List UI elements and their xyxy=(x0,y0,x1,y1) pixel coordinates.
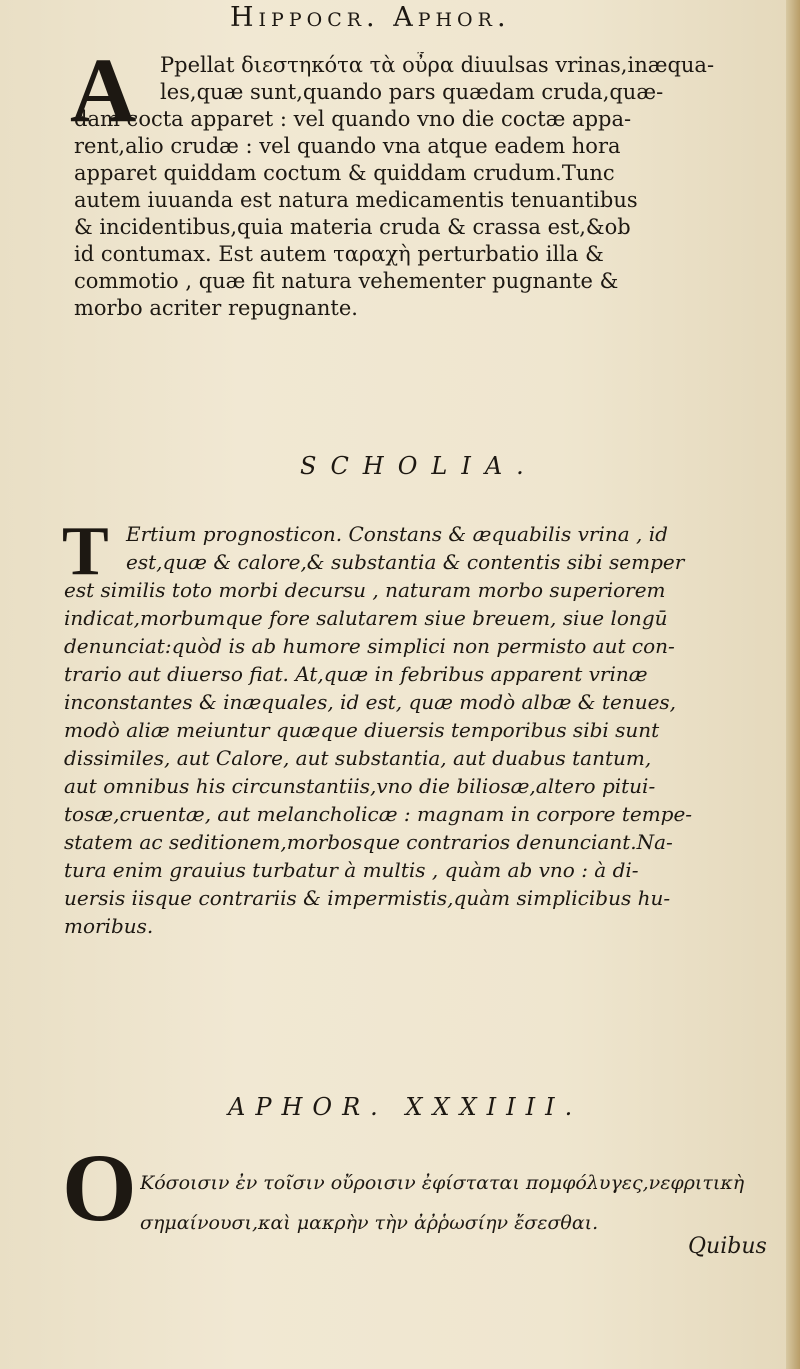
dropcap-o: O xyxy=(62,1134,137,1241)
text-line: statem ac seditionem,morbosque contrarios denunciant.Na- xyxy=(64,830,673,854)
text-line: rent,alio crudæ : vel quando vna atque eadem hora xyxy=(74,134,621,158)
text-line: Ertium prognosticon. Constans & æquabilis vrina , id xyxy=(126,522,668,546)
text-line: apparet quiddam coctum & quiddam crudum.Tunc xyxy=(74,161,615,185)
text-line: tosæ,cruentæ, aut melancholicæ : magnam in corpore tempe- xyxy=(64,802,693,826)
text-line: modò aliæ meiuntur quæque diuersis temporibus sibi sunt xyxy=(64,718,660,742)
text-line: commotio , quæ fit natura vehementer pugnante & xyxy=(74,269,619,293)
scholia-text xyxy=(62,513,764,940)
text-line: inconstantes & inæquales, id est, quæ modò albæ & tenues, xyxy=(64,690,677,714)
scholia-heading: SCHOLIA. xyxy=(300,452,538,480)
text-line: & incidentibus,quia materia cruda & crassa est,&ob xyxy=(74,215,631,239)
text-line: moribus. xyxy=(64,914,154,938)
aphorism-heading: APHOR. XXXIIII. xyxy=(228,1093,583,1121)
dropcap-a: A xyxy=(70,39,137,141)
text-line: aut omnibus his circunstantiis,vno die biliosæ,altero pitui- xyxy=(64,774,656,798)
text-line: Ppellat διεστηκότα τὰ οὖρα diuulsas vrinas,inæqua- xyxy=(160,53,715,77)
greek-aphorism-text xyxy=(140,1163,770,1243)
text-line: est similis toto morbi decursu , naturam morbo superiorem xyxy=(64,578,666,602)
dropcap-t: T xyxy=(62,513,109,590)
text-line: autem iuuanda est natura medicamentis tenuantibus xyxy=(74,188,638,212)
catchword: Quibus xyxy=(688,1234,767,1259)
text-line: est,quæ & calore,& substantia & contentis sibi semper xyxy=(126,550,685,574)
text-line: morbo acriter repugnante. xyxy=(74,296,358,320)
text-line: dam cocta apparet : vel quando vno die coctæ appa- xyxy=(74,107,632,131)
text-line: les,quæ sunt,quando pars quædam cruda,quæ- xyxy=(160,80,664,104)
text-line: uersis iisque contrariis & impermistis,quàm simplicibus hu- xyxy=(64,886,671,910)
text-line: trario aut diuerso fiat. At,quæ in febribus apparent vrinæ xyxy=(64,662,648,686)
text-line: indicat,morbumque fore salutarem siue breuem, siue longū xyxy=(64,606,668,630)
text-line: σημαίνουσι,καὶ μακρὴν τὴν ἀῤῥωσίην ἔσεσθαι. xyxy=(140,1212,599,1234)
text-line: denunciat:quòd is ab humore simplici non permisto aut con- xyxy=(64,634,675,658)
text-line: id contumax. Est autem ταραχὴ perturbatio illa & xyxy=(74,242,604,266)
running-header: Hippocr. Aphor. xyxy=(230,2,511,33)
book-spine-edge xyxy=(786,0,800,1369)
text-line: tura enim grauius turbatur à multis , quàm ab vno : à di- xyxy=(64,858,639,882)
text-line: Κόσοισιν ἐν τοῖσιν οὔροισιν ἐφίσταται πομφόλυγες,νεφριτικὴ xyxy=(140,1172,745,1194)
text-line: dissimiles, aut Calore, aut substantia, aut duabus tantum, xyxy=(64,746,652,770)
aphorism-intro-text xyxy=(74,52,764,322)
